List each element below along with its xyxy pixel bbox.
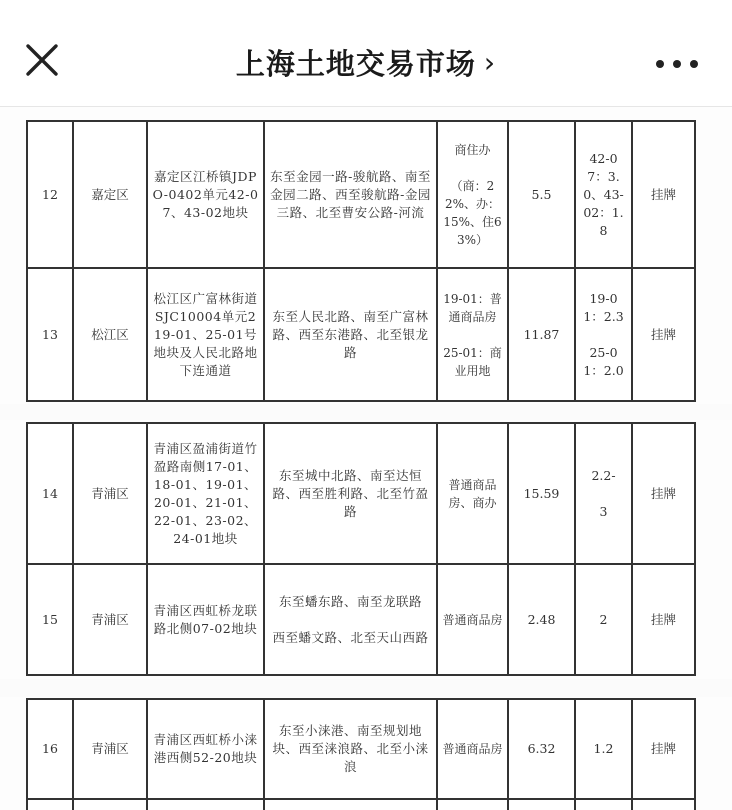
more-icon-dot [673,60,681,68]
empty-cell [264,799,437,810]
empty-cell [147,799,264,810]
cell-status: 挂牌 [632,564,695,675]
cell-area: 5.5 [508,121,575,268]
cell-far: 2 [575,564,632,675]
cell-parcel: 青浦区盈浦街道竹盈路南侧17-01、18-01、19-01、20-01、21-01、22-01、23-02、24-01地块 [147,423,264,564]
cell-district: 青浦区 [73,699,147,799]
cell-status: 挂牌 [632,268,695,401]
cell-parcel: 青浦区西虹桥小涞港西侧52-20地块 [147,699,264,799]
page-gap [0,679,732,697]
table-row [27,423,695,564]
cell-boundary: 东至城中北路、南至达恒路、西至胜利路、北至竹盈路 [264,423,437,564]
empty-cell [508,799,575,810]
table-row [27,564,695,675]
top-nav-bar [0,0,732,107]
cell-parcel: 青浦区西虹桥龙联路北侧07-02地块 [147,564,264,675]
cell-use: 普通商品房 [437,564,508,675]
cell-far: 19-01：2.3 25-01：2.0 [575,268,632,401]
cell-area: 11.87 [508,268,575,401]
more-icon [656,60,664,68]
cell-area: 2.48 [508,564,575,675]
chevron-right-icon: › [483,46,497,79]
cell-no: 15 [27,564,73,675]
more-icon-dot [690,60,698,68]
cell-district: 青浦区 [73,564,147,675]
cell-boundary: 东至小涞港、南至规划地块、西至涞浪路、北至小涞浪 [264,699,437,799]
cell-far: 42-07：3.0、43-02：1.8 [575,121,632,268]
cell-status: 挂牌 [632,423,695,564]
empty-cell [27,799,73,810]
cell-district: 松江区 [73,268,147,401]
cell-boundary: 东至蟠东路、南至龙联路 西至蟠文路、北至天山西路 [264,564,437,675]
more-options-button[interactable] [656,58,700,72]
page-title-area [0,42,732,83]
table-page-2 [26,422,696,676]
cell-use: 商住办 （商：22%、办：15%、住63%） [437,121,508,268]
cell-district: 嘉定区 [73,121,147,268]
cell-boundary: 东至人民北路、南至广富林路、西至东港路、北至银龙路 [264,268,437,401]
empty-cell [437,799,508,810]
table-row [27,699,695,799]
empty-cell [73,799,147,810]
cell-use: 普通商品房、商办 [437,423,508,564]
table-row [27,268,695,401]
page-title: 上海土地交易市场 [235,47,476,81]
empty-cell [575,799,632,810]
table-page-3 [26,698,696,810]
cell-boundary: 东至金园一路-骏航路、南至金园二路、西至骏航路-金园三路、北至曹安公路-河流 [264,121,437,268]
table-page-1 [26,120,696,402]
cell-area: 15.59 [508,423,575,564]
cell-status: 挂牌 [632,699,695,799]
cell-no: 13 [27,268,73,401]
land-parcel-table [26,422,696,676]
cell-district: 青浦区 [73,423,147,564]
document-scan[interactable] [0,107,732,810]
cell-parcel: 松江区广富林街道SJC10004单元219-01、25-01号地块及人民北路地下连通道 [147,268,264,401]
cell-use: 普通商品房 [437,699,508,799]
cell-no: 16 [27,699,73,799]
cell-status: 挂牌 [632,121,695,268]
cell-area: 6.32 [508,699,575,799]
account-title-link[interactable] [236,42,496,83]
land-parcel-table [26,698,696,810]
table-row [27,121,695,268]
cell-parcel: 嘉定区江桥镇JDPO-0402单元42-07、43-02地块 [147,121,264,268]
cell-use: 19-01：普通商品房 25-01：商业用地 [437,268,508,401]
cell-far: 2.2- 3 [575,423,632,564]
cell-far: 1.2 [575,699,632,799]
cell-no: 12 [27,121,73,268]
empty-cell [632,799,695,810]
land-parcel-table [26,120,696,402]
page-gap [0,404,732,420]
cell-no: 14 [27,423,73,564]
table-row-partial [27,799,695,810]
